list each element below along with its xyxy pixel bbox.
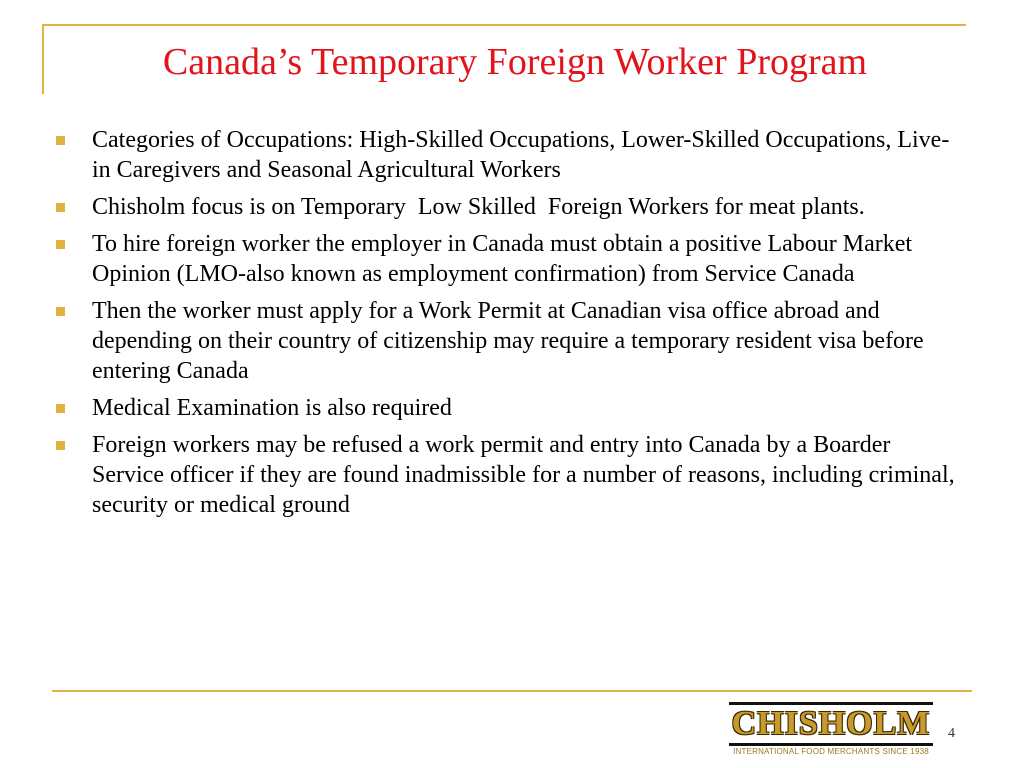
frame-left-rule xyxy=(42,24,44,94)
bullet-item xyxy=(52,229,967,289)
bullet-item xyxy=(52,430,967,520)
footer-rule xyxy=(52,690,972,692)
bullet-list xyxy=(52,125,967,527)
bullet-text: Medical Examination is also required xyxy=(92,395,452,421)
square-bullet-icon xyxy=(56,136,65,145)
square-bullet-icon xyxy=(56,307,65,316)
square-bullet-icon xyxy=(56,240,65,249)
page-number: 4 xyxy=(948,726,955,741)
bullet-item xyxy=(52,125,967,185)
bullet-text: Then the worker must apply for a Work Permit at Canadian visa office abroad and depending on their country of citizenship may require a temporary resident visa before entering Canada xyxy=(92,298,924,384)
chisholm-logo xyxy=(725,702,937,760)
bullet-text: Chisholm focus is on Temporary Low Skilled Foreign Workers for meat plants. xyxy=(92,194,865,220)
logo-tagline: INTERNATIONAL FOOD MERCHANTS SINCE 1938 xyxy=(733,747,929,756)
bullet-text: Foreign workers may be refused a work permit and entry into Canada by a Boarder Service officer if they are found inadmissible for a number of reasons, including criminal, security or medical ground xyxy=(92,432,955,518)
bullet-item xyxy=(52,393,967,423)
bullet-text: Categories of Occupations: High-Skilled Occupations, Lower-Skilled Occupations, Live-in Caregivers and Seasonal Agricultural Workers xyxy=(92,127,950,183)
bullet-item xyxy=(52,296,967,386)
square-bullet-icon xyxy=(56,404,65,413)
frame-top-rule xyxy=(42,24,966,26)
square-bullet-icon xyxy=(56,441,65,450)
square-bullet-icon xyxy=(56,203,65,212)
logo-name: CHISHOLM xyxy=(731,705,931,742)
bullet-item xyxy=(52,192,967,222)
bullet-text: To hire foreign worker the employer in Canada must obtain a positive Labour Market Opinion (LMO-also known as employment confirmation) from Service Canada xyxy=(92,231,913,287)
slide-title: Canada’s Temporary Foreign Worker Program xyxy=(162,41,868,83)
